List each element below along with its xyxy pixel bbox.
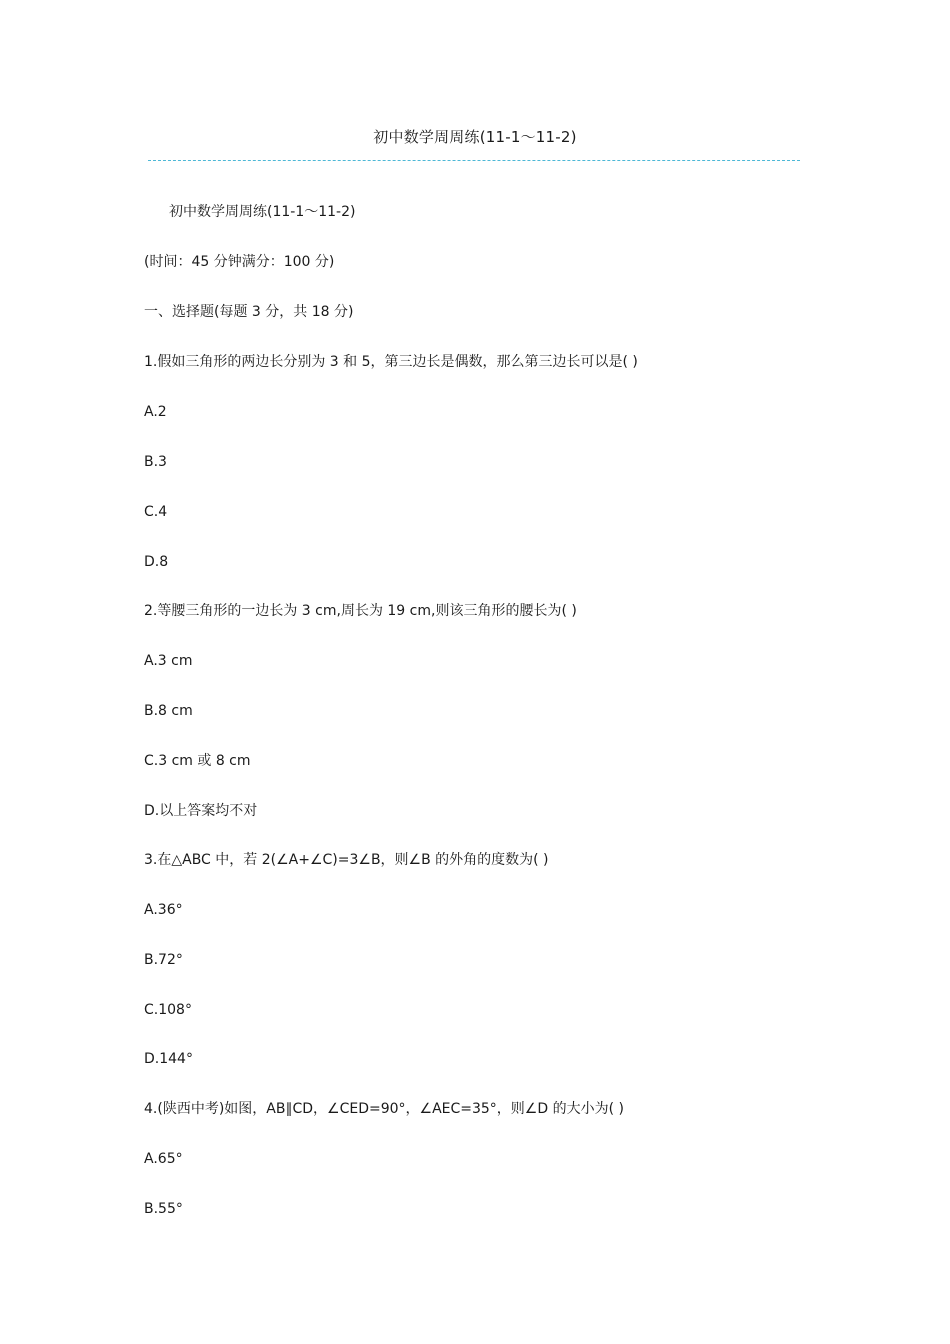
question-3-option-b: B.72° xyxy=(144,952,183,968)
question-1-option-c: C.4 xyxy=(144,504,168,520)
question-4-option-b: B.55° xyxy=(144,1201,183,1217)
question-1-option-d: D.8 xyxy=(144,554,169,570)
question-4-option-a: A.65° xyxy=(144,1151,183,1167)
question-1-stem: 1.假如三角形的两边长分别为 3 和 5，第三边长是偶数，那么第三边长可以是( ) xyxy=(144,354,638,370)
question-2-option-d: D.以上答案均不对 xyxy=(144,803,258,819)
question-1-option-a: A.2 xyxy=(144,404,167,420)
question-2-option-b: B.8 cm xyxy=(144,703,193,719)
header-divider xyxy=(148,160,800,161)
question-3-option-c: C.108° xyxy=(144,1002,192,1018)
section-heading: 一、选择题(每题 3 分，共 18 分) xyxy=(144,304,354,320)
time-info: (时间：45 分钟满分：100 分) xyxy=(144,254,335,270)
question-2-stem: 2.等腰三角形的一边长为 3 cm,周长为 19 cm,则该三角形的腰长为( ) xyxy=(144,603,577,619)
question-1-option-b: B.3 xyxy=(144,454,167,470)
question-3-option-a: A.36° xyxy=(144,902,183,918)
question-2-option-c: C.3 cm 或 8 cm xyxy=(144,753,251,769)
header-title: 初中数学周周练(11-1～11-2) xyxy=(373,128,577,146)
question-2-option-a: A.3 cm xyxy=(144,653,193,669)
document-title: 初中数学周周练(11-1～11-2) xyxy=(169,204,356,220)
question-4-stem: 4.(陕西中考)如图，AB∥CD，∠CED=90°，∠AEC=35°，则∠D 的大小为( ) xyxy=(144,1101,624,1117)
question-3-option-d: D.144° xyxy=(144,1051,193,1067)
question-3-stem: 3.在△ABC 中，若 2(∠A+∠C)=3∠B，则∠B 的外角的度数为( ) xyxy=(144,852,549,868)
